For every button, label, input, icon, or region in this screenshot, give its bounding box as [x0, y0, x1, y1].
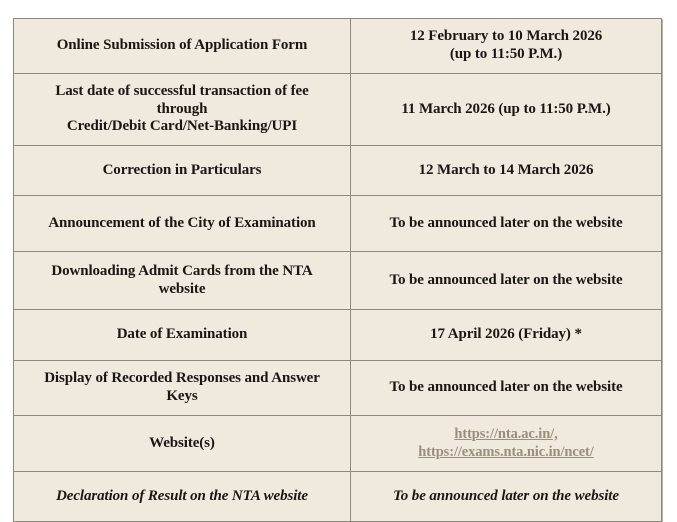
activity-cell-announcement-city: Announcement of the City of Examination	[14, 196, 351, 252]
exams-nta-nic-in-ncet-link[interactable]: https://exams.nta.nic.in/ncet/	[418, 443, 594, 460]
schedule-cell-announcement-city: To be announced later on the website	[351, 196, 662, 252]
schedule-cell-declaration-of-result: To be announced later on the website	[351, 472, 662, 522]
table-row	[14, 252, 662, 310]
activity-cell-websites: Website(s)	[14, 416, 351, 472]
schedule-table-body	[14, 19, 662, 522]
examination-schedule-table	[13, 18, 662, 522]
schedule-cell-display-recorded-responses: To be announced later on the website	[351, 361, 662, 416]
table-row	[14, 146, 662, 196]
activity-line-2: Keys	[166, 388, 198, 404]
table-row	[14, 416, 662, 472]
schedule-cell-last-date-fee: 11 March 2026 (up to 11:50 P.M.)	[351, 74, 662, 146]
table-row	[14, 196, 662, 252]
schedule-cell-downloading-admit-cards: To be announced later on the website	[351, 252, 662, 310]
schedule-line-1: 12 February to 10 March 2026	[409, 28, 603, 45]
activity-line-1: Last date of successful transaction of fee	[55, 82, 309, 99]
activity-cell-date-of-examination: Date of Examination	[14, 310, 351, 361]
activity-line-2: through	[156, 100, 208, 117]
activity-cell-correction-in-particulars: Correction in Particulars	[14, 146, 351, 196]
schedule-cell-date-of-examination: 17 April 2026 (Friday) *	[351, 310, 662, 361]
activity-cell-declaration-of-result: Declaration of Result on the NTA website	[14, 472, 351, 522]
table-row	[14, 310, 662, 361]
schedule-table-container	[13, 18, 661, 504]
activity-line-1: Display of Recorded Responses and Answer	[44, 370, 320, 387]
activity-cell-downloading-admit-cards	[14, 252, 351, 310]
activity-line-2: website	[158, 280, 206, 297]
schedule-cell-websites	[351, 416, 662, 472]
schedule-line-2: (up to 11:50 P.M.)	[449, 46, 563, 62]
schedule-cell-online-submission	[351, 19, 662, 74]
nta-ac-in-link[interactable]: https://nta.ac.in/,	[454, 425, 558, 442]
activity-line-1: Downloading Admit Cards from the NTA	[51, 262, 313, 279]
link-line-1	[359, 426, 653, 444]
schedule-cell-correction-in-particulars: 12 March to 14 March 2026	[351, 146, 662, 196]
table-row	[14, 361, 662, 416]
activity-line-3: Credit/Debit Card/Net-Banking/UPI	[66, 118, 298, 135]
link-line-2	[359, 444, 653, 462]
activity-cell-display-recorded-responses	[14, 361, 351, 416]
table-row	[14, 472, 662, 522]
table-row	[14, 19, 662, 74]
activity-cell-last-date-fee	[14, 74, 351, 146]
table-row	[14, 74, 662, 146]
activity-cell-online-submission: Online Submission of Application Form	[14, 19, 351, 74]
